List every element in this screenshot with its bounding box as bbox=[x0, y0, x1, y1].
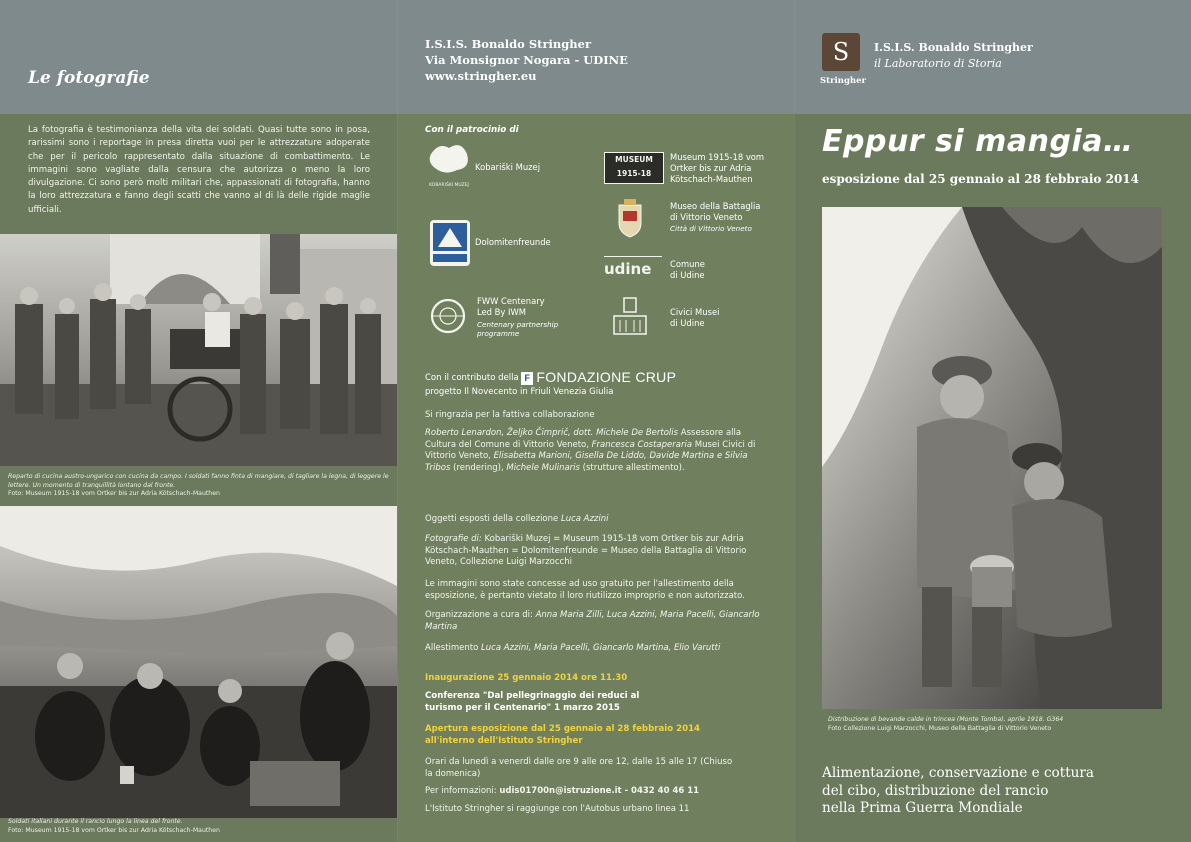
civici-line-2: di Udine bbox=[670, 318, 705, 328]
thanks-title: Si ringrazia per la fattiva collaborazione bbox=[425, 410, 595, 420]
civici-musei-logo bbox=[612, 296, 648, 338]
subtitle-line-1: Alimentazione, conservazione e cottura bbox=[822, 765, 1095, 781]
photos-label: Fotografie di: bbox=[425, 534, 482, 544]
thanks-names-b: Francesca Costaperaria bbox=[591, 439, 693, 450]
organization-names: Anna Maria Zilli, Luca Azzini, Maria Pacelli, Giancarlo Martina bbox=[425, 610, 760, 632]
museum-1915-18-logo: MUSEUM 1915-18 bbox=[604, 152, 664, 184]
school-address-block bbox=[425, 36, 628, 84]
fww-line-1: FWW Centenary bbox=[477, 296, 545, 306]
lab-school-name: I.S.I.S. Bonaldo Stringher bbox=[874, 41, 1033, 54]
thanks-role-c: (rendering), bbox=[450, 462, 507, 473]
photo-trench-drinks-caption bbox=[828, 716, 1158, 733]
caption-1-text: Reparto di cucina austro-ungarico con cucina da campo. I soldati fanno finta di mangiare, di tagliare la legna, di leggere le lettere. Un momento di tranquillità lontano dal fronte. bbox=[8, 473, 389, 489]
dolomitenfreunde-logo bbox=[428, 218, 472, 268]
photos-text: Kobariški Muzej = Museum 1915-18 vom Ortker bis zur Adria Kötschach-Mauthen = Dolomitenfreunde = Museo della Battaglia di Vittorio Veneto, Collezione Luigi Marzocchi bbox=[425, 534, 747, 567]
laboratory-block bbox=[874, 40, 1033, 72]
info-prefix: Per informazioni: bbox=[425, 786, 500, 796]
thanks-role-b: Musei Civici di Vittorio Veneto, bbox=[425, 439, 756, 461]
sponsor-fww-centenary bbox=[477, 296, 567, 338]
fondazione-crup-logo bbox=[521, 370, 676, 385]
photo-trench-drinks bbox=[822, 207, 1162, 709]
setup-line bbox=[425, 643, 770, 655]
sponsor-kobariski: Kobariški Muzej bbox=[475, 162, 541, 172]
school-name: I.S.I.S. Bonaldo Stringher bbox=[425, 37, 592, 51]
lab-name: il Laboratorio di Storia bbox=[874, 57, 1002, 70]
museum-line-2: Ortker bis zur Adria bbox=[670, 163, 752, 173]
contribution-block bbox=[425, 370, 676, 399]
progetto-line: progetto Il Novecento in Friuli Venezia Giulia bbox=[425, 386, 614, 397]
contribution-line bbox=[425, 370, 676, 385]
battaglia-line-3: Città di Vittorio Veneto bbox=[670, 224, 752, 233]
photos-credit bbox=[425, 534, 770, 569]
comune-udine-logo: udine bbox=[604, 256, 662, 284]
objects-name: Luca Azzini bbox=[560, 514, 609, 524]
caption-2-credit: Foto: Museum 1915-18 vom Ortker bis zur Adria Kötschach-Mauthen bbox=[8, 826, 220, 834]
fww-centenary-logo bbox=[426, 298, 470, 334]
caption-3-text: Distribuzione di bevande calde in trincea (Monte Tomba), aprile 1918. G364 bbox=[828, 716, 1064, 723]
subtitle-line-2: del cibo, distribuzione del rancio bbox=[822, 782, 1049, 799]
museum-line-3: Kötschach-Mauthen bbox=[670, 174, 753, 184]
kobariski-muzej-logo bbox=[427, 140, 471, 192]
thanks-role-d: (strutture allestimento). bbox=[579, 462, 685, 473]
inauguration-line: Inaugurazione 25 gennaio 2014 ore 11.30 bbox=[425, 673, 628, 683]
battaglia-line-1: Museo della Battaglia bbox=[670, 201, 761, 211]
caption-1-credit: Foto: Museum 1915-18 vom Ortker bis zur Adria Kötschach-Mauthen bbox=[8, 490, 220, 497]
exhibition-title: Eppur si mangia… bbox=[822, 124, 1134, 159]
patronage-title: Con il patrocinio di bbox=[425, 125, 519, 135]
organization-line bbox=[425, 610, 770, 633]
fold-line-left bbox=[397, 0, 398, 842]
opening-hours: Orari da lunedì a venerdì dalle ore 9 alle ore 12, dalle 15 alle 17 (Chiuso la domenica) bbox=[425, 757, 733, 779]
battaglia-line-2: di Vittorio Veneto bbox=[670, 212, 743, 222]
fondazione-name: FONDAZIONE CRUP bbox=[536, 369, 677, 385]
conference-line: Conferenza "Dal pellegrinaggio dei reduci al turismo per il Centenario" 1 marzo 2015 bbox=[425, 691, 640, 713]
info-line bbox=[425, 786, 770, 798]
photo-field-kitchen bbox=[0, 234, 397, 466]
stringher-logo: S bbox=[822, 33, 860, 71]
kobariski-logo-text: KOBARIŠKI MUZEJ bbox=[429, 183, 469, 188]
intro-paragraph: La fotografia è testimonianza della vita dei soldati. Quasi tutte sono in posa, rarissimi sono i reportage in presa diretta vuoi per le attrezzature adoperate che per il pericolo rappresentato dalla situazione di combattimento. Le immagini sono vagliate dalla censura che autorizza o meno la loro divulgazione. Ci sono però molti militari che, appassionati di fotografia, hanno la loro attrezzatura e fanno degli scatti che vanno al di là delle rigide maglie ufficiali. bbox=[28, 125, 370, 215]
thanks-names-d: Michele Mulinaris bbox=[506, 462, 580, 473]
caption-3-credit: Foto Collezione Luigi Marzocchi, Museo della Battaglia di Vittorio Veneto bbox=[828, 724, 1052, 732]
school-address: Via Monsignor Nogara - UDINE bbox=[425, 53, 628, 67]
fondazione-mark-icon: F bbox=[521, 372, 533, 385]
comune-line-1: Comune bbox=[670, 259, 705, 269]
objects-prefix: Oggetti esposti della collezione bbox=[425, 514, 561, 524]
sponsor-dolomitenfreunde: Dolomitenfreunde bbox=[475, 237, 551, 247]
thanks-paragraph bbox=[425, 428, 770, 474]
comune-line-2: di Udine bbox=[670, 270, 705, 280]
opening-line: Apertura esposizione dal 25 gennaio al 28 febbraio 2014 all'interno dell'Istituto Stringher bbox=[425, 724, 701, 746]
sponsor-civici-musei bbox=[670, 307, 719, 329]
exhibition-subtitle bbox=[822, 765, 1094, 818]
school-website[interactable]: www.stringher.eu bbox=[425, 69, 537, 83]
photo-trench-rations bbox=[0, 506, 397, 818]
contribution-prefix: Con il contributo della bbox=[425, 372, 519, 383]
stringher-logo-caption: Stringher bbox=[820, 76, 866, 86]
museum-line-1: Museum 1915-18 vom bbox=[670, 152, 765, 162]
exhibition-dates: esposizione dal 25 gennaio al 28 febbraio 2014 bbox=[822, 172, 1139, 186]
rights-notice: Le immagini sono state concesse ad uso gratuito per l'allestimento della esposizione, è pertanto vietato il loro riutilizzo improprio e non autorizzato. bbox=[425, 579, 745, 601]
setup-names: Luca Azzini, Maria Pacelli, Giancarlo Martina, Elio Varutti bbox=[481, 643, 721, 653]
thanks-role-a: Assessore alla Cultura del Comune di Vittorio Veneto, bbox=[425, 428, 742, 450]
fww-line-3: Centenary partnership programme bbox=[477, 320, 559, 338]
section-title: Le fotografie bbox=[28, 68, 150, 88]
bus-line: L'Istituto Stringher si raggiunge con l'Autobus urbano linea 11 bbox=[425, 804, 690, 814]
fold-line-right bbox=[794, 0, 795, 842]
vittorio-veneto-crest-icon bbox=[615, 197, 645, 239]
fww-line-2: Led By IWM bbox=[477, 307, 526, 317]
objects-line bbox=[425, 514, 770, 526]
photo-field-kitchen-caption bbox=[8, 473, 393, 499]
organization-prefix: Organizzazione a cura di: bbox=[425, 610, 536, 620]
caption-2-text: Soldati italiani durante il rancio lungo la linea del fronte. bbox=[8, 818, 183, 825]
thanks-names-c: Elisabetta Marioni, Gisella De Liddo, Davide Martina e Silvia Tribos bbox=[425, 451, 748, 473]
sponsor-museo-battaglia bbox=[670, 201, 760, 234]
civici-line-1: Civici Musei bbox=[670, 307, 720, 317]
sponsor-museum-1915-18 bbox=[670, 152, 764, 185]
info-contact[interactable]: udis01700n@istruzione.it - 0432 40 46 11 bbox=[499, 786, 700, 796]
photo-trench-rations-caption bbox=[8, 818, 393, 835]
subtitle-line-3: nella Prima Guerra Mondiale bbox=[822, 800, 1023, 816]
sponsor-comune-udine bbox=[670, 259, 705, 281]
thanks-names-a: Roberto Lenardon, Željko Čimprič, dott. Michele De Bertolis bbox=[425, 428, 679, 438]
setup-prefix: Allestimento bbox=[425, 643, 482, 653]
